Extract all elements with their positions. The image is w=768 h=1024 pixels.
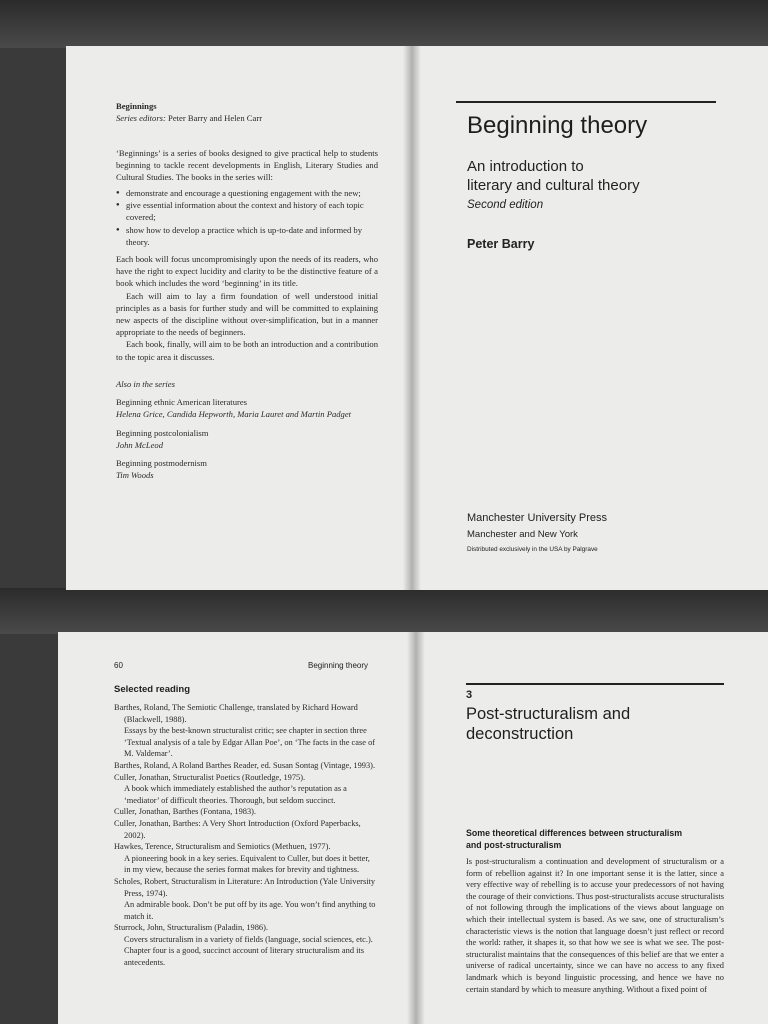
series-book-authors: Tim Woods (116, 470, 154, 481)
series-book-title: Beginning ethnic American literatures (116, 397, 248, 408)
chapter-page (416, 632, 768, 1024)
reference-entry (114, 760, 378, 772)
book-subtitle (467, 157, 640, 195)
chapter-body: Is post-structuralism a continuation and development of structuralism or a form of rebellion against it? In one important sense it is the latter, since a very effective way of rebelling is to accuse your predecessors of not having the courage of their convictions. Thus post-structuralists accuse structuralists of not following through the implications of the views about language on which their intellectual system is based. As we saw, one of structuralism’s characteristic views is the notion that language doesn’t just reflect or record the world: rather, it shapes it, so that how we see is what we see. The post-structuralist maintains that the consequences of this belief are that we enter a universe of radical uncertainty, since we can have no access to any fixed landmark which is beyond linguistic processing, and hence we have no certain standard by which to measure anything. Without a fixed point of (466, 857, 724, 994)
series-intro: ‘Beginnings’ is a series of books designed to give practical help to students beginning to tackle recent developments in English, Literary Studies and Cultural Studies. The books in the series will: (116, 148, 378, 183)
title-page (412, 46, 768, 590)
publisher-name: Manchester University Press (467, 512, 607, 524)
series-book (116, 457, 378, 481)
series-book-authors: Helena Grice, Candida Hepworth, Maria Lauret and Martin Padget (116, 409, 352, 420)
book-gutter (407, 632, 425, 1024)
chapter-title-line: Post-structuralism and (466, 705, 631, 723)
book-title: Beginning theory (467, 112, 648, 139)
reference-note: An admirable book. Don’t be put off by its age. You won’t find anything to match it. (124, 900, 376, 921)
reference-list (114, 702, 378, 969)
running-head: Beginning theory (308, 661, 369, 670)
section-heading (466, 827, 682, 851)
author-name: Peter Barry (467, 237, 535, 251)
bullet-item: ● show how to develop a practice which is up-to-date and informed by theory. (116, 224, 378, 248)
reference-entry (114, 841, 378, 876)
chapter-title (466, 704, 630, 744)
series-bullet-list (116, 187, 378, 248)
distribution-note: Distributed exclusively in the USA by Palgrave (467, 546, 598, 553)
reference-citation: Hawkes, Terence, Structuralism and Semiotics (Methuen, 1977). (114, 842, 331, 852)
series-book-authors: John McLeod (116, 439, 164, 450)
reading-list-page (58, 632, 416, 1024)
publisher-location: Manchester and New York (467, 529, 578, 540)
bullet-item: ● demonstrate and encourage a questioning engagement with the new; (116, 187, 378, 199)
series-book-title: Beginning postcolonialism (116, 427, 209, 438)
scan-background-middle (0, 588, 768, 634)
reference-entry (114, 772, 378, 807)
chapter-title-line: deconstruction (466, 725, 574, 743)
bullet-item: ● give essential information about the context and history of each topic covered; (116, 199, 378, 223)
reference-entry (114, 876, 378, 922)
reference-citation: Barthes, Roland, The Semiotic Challenge, translated by Richard Howard (Blackwell, 1988). (114, 703, 358, 724)
reference-note: A book which immediately established the author’s reputation as a ‘mediator’ of difficult theories. Thorough, but seldom succinct. (124, 784, 347, 805)
reference-citation: Sturrock, John, Structuralism (Paladin, 1986). (114, 923, 268, 933)
paragraph: Each book will focus uncompromisingly upon the needs of its readers, who have the right to expect lucidity and clarity to be the distinctive feature of a book which includes the word ‘beginning’ in its title. (116, 254, 378, 289)
subtitle-line: literary and cultural theory (467, 177, 640, 194)
series-title: Beginnings (116, 101, 157, 111)
series-page (66, 46, 412, 590)
reference-note: Essays by the best-known structuralist critic; see chapter in section three ‘Textual analysis of a tale by Edgar Allan Poe’, on ‘The facts in the case of M. Valdemar’. (124, 726, 376, 759)
series-book-title: Beginning postmodernism (116, 458, 207, 469)
also-in-series-label: Also in the series (116, 379, 175, 389)
series-book (116, 396, 378, 420)
title-rule (456, 101, 716, 103)
reference-citation: Culler, Jonathan, Barthes (Fontana, 1983). (114, 807, 257, 817)
reference-entry (114, 702, 378, 760)
series-description (116, 253, 378, 363)
series-editors-label: Series editors: (116, 113, 166, 124)
subtitle-line: An introduction to (467, 158, 584, 175)
selected-reading-heading: Selected reading (114, 684, 191, 695)
reference-citation: Culler, Jonathan, Structuralist Poetics (Routledge, 1975). (114, 772, 306, 782)
reference-entry (114, 806, 378, 818)
page-number: 60 (114, 661, 123, 670)
edition: Second edition (467, 199, 544, 211)
reference-entry (114, 818, 378, 841)
reference-note: Covers structuralism in a variety of fields (language, social sciences, etc.). Chapter four is a good, succinct account of literary structuralism and its antecedents. (124, 934, 373, 968)
reference-entry (114, 922, 378, 968)
series-editors: Peter Barry and Helen Carr (168, 113, 263, 124)
reference-citation: Scholes, Robert, Structuralism in Literature: An Introduction (Yale University Press, 1974). (114, 876, 376, 898)
scan-background-top (0, 0, 768, 48)
book-gutter (403, 46, 421, 590)
series-book (116, 427, 378, 451)
paragraph: Each will aim to lay a firm foundation of well understood initial principles as a basis for further study and will be committed to explaining new aspects of the discipline without over-simplification, but in a manner appropriate to the needs of beginners. (116, 290, 378, 338)
paragraph: Each book, finally, will aim to be both an introduction and a contribution to the topic area it discusses. (116, 339, 378, 362)
reference-citation: Barthes, Roland, A Roland Barthes Reader, ed. Susan Sontag (Vintage, 1993). (114, 760, 376, 770)
chapter-number: 3 (466, 689, 473, 701)
also-in-series (116, 378, 378, 481)
reference-note: A pioneering book in a key series. Equivalent to Culler, but does it better, in my view, because the series format makes for brevity and tightness. (124, 853, 370, 875)
section-heading-line: and post-structuralism (466, 840, 562, 850)
chapter-rule (466, 683, 724, 685)
section-heading-line: Some theoretical differences between structuralism (466, 828, 683, 838)
reference-citation: Culler, Jonathan, Barthes: A Very Short Introduction (Oxford Paperbacks, 2002). (114, 818, 361, 840)
